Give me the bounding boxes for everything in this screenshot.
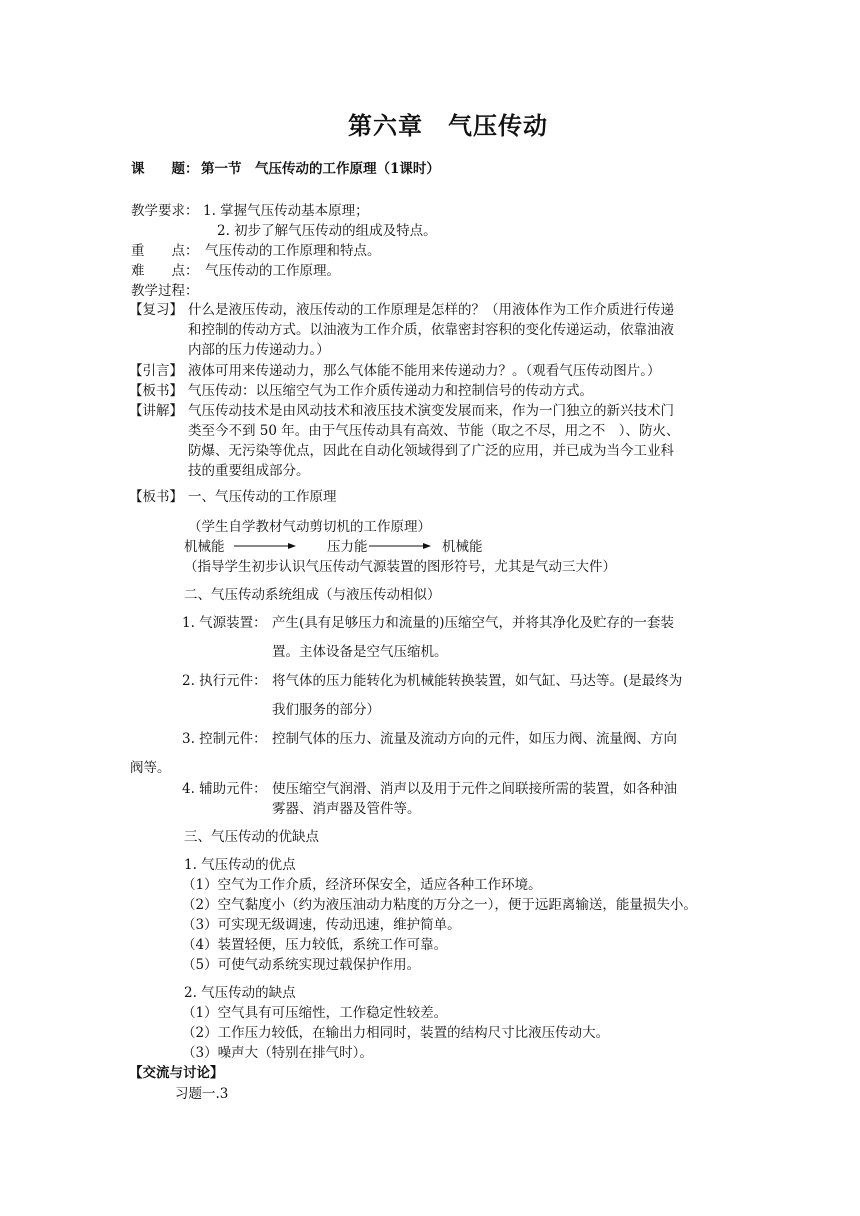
- lesson-label: 课 题：: [131, 161, 199, 177]
- component-text: 控制气体的压力、流量及流动方向的元件，如压力阀、流量阀、方向: [272, 731, 677, 747]
- section-heading: 三、气压传动的优缺点: [184, 829, 319, 845]
- flow-item: 机械能: [442, 539, 483, 555]
- flow-item: 压力能: [327, 539, 368, 555]
- discussion-tag: 【交流与讨论】: [129, 1065, 224, 1081]
- section-heading: 二、气压传动系统组成（与液压传动相似）: [184, 587, 441, 603]
- intro-text: 液体可用来传递动力，那么气体能不能用来传递动力？。（观看气压传动图片。）: [188, 363, 661, 379]
- cons-title: 2. 气压传动的缺点: [184, 985, 296, 1001]
- component-text: 使压缩空气润滑、消声以及用于元件之间联接所需的装置，如各种油: [272, 781, 677, 797]
- pros-item: （4）装置轻便，压力较低，系统工作可靠。: [182, 937, 448, 953]
- lecture-line: 防爆、无污染等优点，因此在自动化领域得到了广泛的应用，并已成为当今工业科: [188, 443, 674, 459]
- pros-title: 1. 气压传动的优点: [184, 857, 296, 873]
- lesson-value: 第一节 气压传动的工作原理（1课时）: [201, 161, 440, 177]
- intro-tag: 【引言】: [129, 363, 183, 379]
- process-label: 教学过程：: [131, 283, 199, 299]
- component-label: 1. 气源装置：: [182, 615, 267, 631]
- component-text: 置。主体设备是空气压缩机。: [272, 644, 448, 660]
- lecture-line: 气压传动技术是由风动技术和液压技术演变发展而来，作为一门独立的新兴技术门: [188, 403, 674, 419]
- component-text: 雾器、消声器及管件等。: [272, 801, 421, 817]
- arrow-right-icon: [234, 541, 296, 551]
- lecture-tag: 【讲解】: [129, 403, 183, 419]
- note: （指导学生初步认识气压传动气源装置的图形符号，尤其是气动三大件）: [184, 559, 616, 575]
- difficulty-value: 气压传动的工作原理。: [205, 263, 340, 279]
- requirements-label: 教学要求：: [131, 203, 199, 219]
- board-tag: 【板书】: [129, 489, 183, 505]
- cons-item: （3）噪声大（特别在排气时）。: [182, 1045, 373, 1061]
- review-tag: 【复习】: [129, 302, 183, 318]
- arrow-right-icon: [369, 541, 431, 551]
- review-line: 内部的压力传递动力。）: [188, 342, 330, 358]
- review-line: 什么是液压传动，液压传动的工作原理是怎样的？（用液体作为工作介质进行传递: [188, 302, 674, 318]
- component-text: 阀等。: [130, 760, 171, 776]
- lecture-line: 类至今不到 50 年。由于气压传动具有高效、节能（取之不尽，用之不 ）、防火、: [188, 423, 680, 439]
- page-title: 第六章 气压传动: [348, 111, 548, 140]
- component-label: 2. 执行元件：: [182, 673, 267, 689]
- component-label: 3. 控制元件：: [182, 731, 267, 747]
- cons-item: （2）工作压力较低，在输出力相同时，装置的结构尺寸比液压传动大。: [182, 1025, 610, 1041]
- component-label: 4. 辅助元件：: [182, 781, 267, 797]
- requirement-item: 2. 初步了解气压传动的组成及特点。: [217, 223, 437, 239]
- note: （学生自学教材气动剪切机的工作原理）: [188, 519, 431, 535]
- pros-item: （3）可实现无级调速，传动迅速，维护简单。: [182, 917, 461, 933]
- discussion-text: 习题一.3: [175, 1086, 229, 1102]
- key-point-label: 重 点：: [131, 243, 199, 259]
- flow-item: 机械能: [184, 539, 225, 555]
- component-text: 我们服务的部分）: [272, 702, 380, 718]
- pros-item: （2）空气黏度小（约为液压油动力粘度的万分之一），便于远距离输送，能量损失小。: [182, 897, 697, 913]
- pros-item: （5）可使气动系统实现过载保护作用。: [182, 957, 421, 973]
- component-text: 将气体的压力能转化为机械能转换装置，如气缸、马达等。(是最终为: [272, 673, 683, 689]
- key-point-value: 气压传动的工作原理和特点。: [205, 243, 381, 259]
- requirement-item: 1. 掌握气压传动基本原理；: [203, 203, 369, 219]
- difficulty-label: 难 点：: [131, 263, 199, 279]
- pros-item: （1）空气为工作介质，经济环保安全，适应各种工作环境。: [182, 877, 542, 893]
- board-tag: 【板书】: [129, 383, 183, 399]
- section-heading: 一、气压传动的工作原理: [188, 489, 337, 505]
- board-definition: 气压传动：以压缩空气为工作介质传递动力和控制信号的传动方式。: [188, 383, 593, 399]
- component-text: 产生(具有足够压力和流量的)压缩空气，并将其净化及贮存的一套装: [272, 615, 675, 631]
- lecture-line: 技的重要组成部分。: [188, 463, 310, 479]
- review-line: 和控制的传动方式。以油液为工作介质，依靠密封容积的变化传递运动，依靠油液: [188, 322, 674, 338]
- cons-item: （1）空气具有可压缩性，工作稳定性较差。: [182, 1005, 448, 1021]
